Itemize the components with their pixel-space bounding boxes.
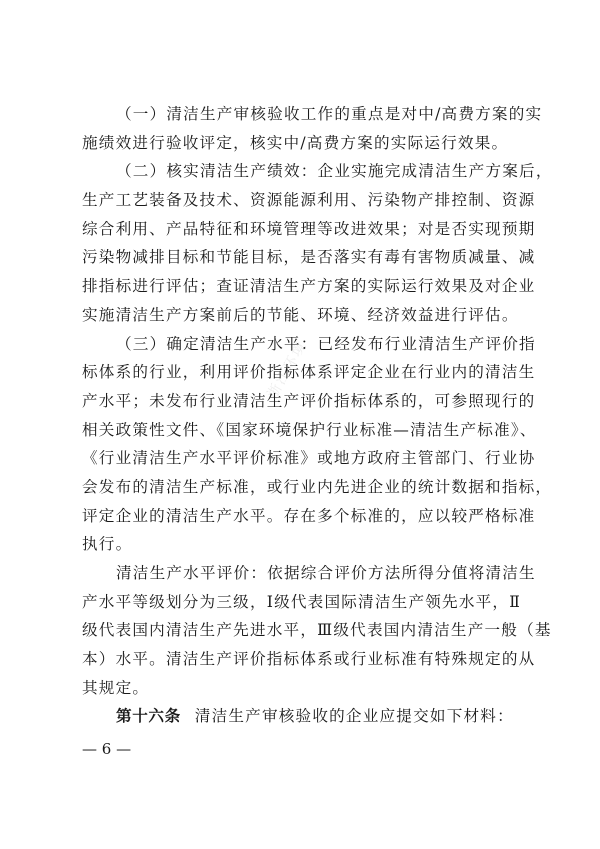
text-line: 清洁生产水平评价：依据综合评价方法所得分值将清洁生 [116,564,536,582]
paragraph-4 [82,559,552,702]
text-line: 施绩效进行验收评定，核实中/高费方案的实际运行效果。 [82,133,509,152]
text-line: 标体系的行业，利用评价指标体系评定企业在行业内的清洁生 [82,363,536,382]
article-text: 清洁生产审核验收的企业应提交如下材料： [194,707,514,726]
text-line: 产水平；未发布行业清洁生产评价指标体系的，可参照现行的 [82,391,536,410]
text-line: 生产工艺装备及技术、资源能源利用、污染物产排控制、资源 [82,191,536,210]
text-line: 其规定。 [82,678,150,697]
text-line: 级代表国内清洁生产先进水平，Ⅲ级代表国内清洁生产一般（基 [82,621,552,640]
page-number: — 6 — [82,740,132,758]
text-line: 污染物减排目标和节能目标，是否落实有毒有害物质减量、减 [82,248,536,267]
text-line: 产水平等级划分为三级，Ⅰ级代表国际清洁生产领先水平，Ⅱ [82,592,522,611]
paragraph-3 [82,330,553,560]
paragraph-1 [82,100,543,157]
text-line: （二）核实清洁生产绩效：企业实施完成清洁生产方案后， [116,162,553,181]
text-line: 执行。 [82,535,133,554]
text-line: 本）水平。清洁生产评价指标体系或行业标准有特殊规定的从 [82,650,536,669]
text-line: 综合利用、产品特征和环境管理等改进效果；对是否实现预期 [82,219,536,238]
article-heading: 第十六条 [116,707,181,726]
text-line: 《行业清洁生产水平评价标准》或地方政府主管部门、行业协 [82,449,536,468]
document-body [82,100,553,731]
text-line: （一）清洁生产审核验收工作的重点是对中/高费方案的实 [116,105,543,123]
text-line: （三）确定清洁生产水平：已经发布行业清洁生产评价指 [116,334,536,353]
text-line: 实施清洁生产方案前后的节能、环境、经济效益进行评估。 [82,305,519,324]
text-line: 会发布的清洁生产标准，或行业内先进企业的统计数据和指标， [82,477,553,496]
watermark: 浙江环境 [264,338,311,402]
paragraph-2 [82,157,553,329]
text-line: 相关政策性文件、《国家环境保护行业标准—清洁生产标准》、 [82,420,537,439]
text-line: 排指标进行评估；查证清洁生产方案的实际运行效果及对企业 [82,277,536,296]
article-16 [82,702,522,731]
text-line: 评定企业的清洁生产水平。存在多个标准的，应以较严格标准 [82,506,536,525]
